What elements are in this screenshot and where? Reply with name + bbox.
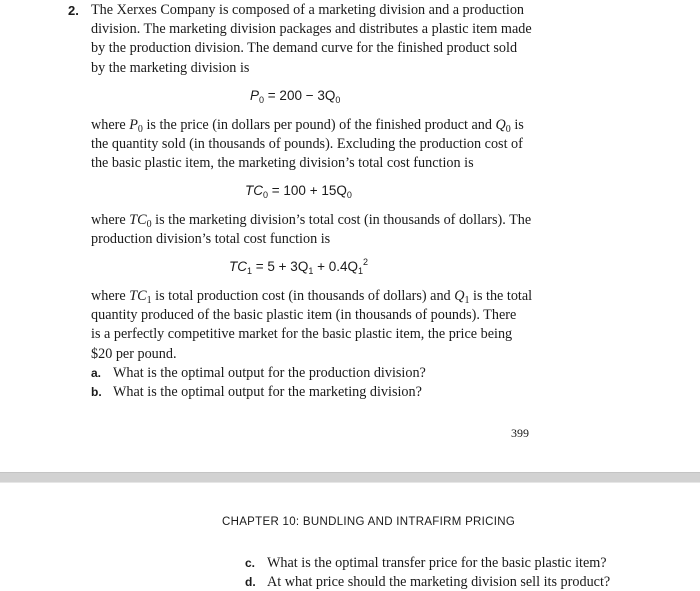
intro-line: division. The marketing division packages and distributes a plastic item made bbox=[91, 21, 532, 38]
question-text: What is the optimal output for the marketing division? bbox=[113, 384, 422, 400]
paragraph-line: the quantity sold (in thousands of pounds). Excluding the production cost of bbox=[91, 136, 523, 153]
question-a bbox=[91, 365, 426, 382]
paragraph-line: where $TC_0$ is the marketing division’s total cost (in thousands of dollars). The bbox=[91, 212, 532, 230]
question-c bbox=[245, 555, 607, 572]
production-cost-paragraph bbox=[91, 287, 531, 364]
paragraph-line: is a perfectly competitive market for the basic plastic item, the price being bbox=[91, 326, 513, 343]
question-label: c. bbox=[245, 556, 256, 570]
question-label: b. bbox=[91, 385, 102, 399]
intro-line: by the marketing division is bbox=[91, 59, 250, 76]
marketing-cost-paragraph bbox=[91, 211, 531, 249]
paragraph-line: quantity produced of the basic plastic item (in thousands of pounds). There bbox=[91, 307, 517, 324]
page-divider bbox=[0, 472, 700, 483]
chapter-header: CHAPTER 10: BUNDLING AND INTRAFIRM PRICING bbox=[222, 516, 516, 528]
paragraph-line: where $TC_1$ is total production cost (in thousands of dollars) and $Q_1$ is the total bbox=[91, 288, 533, 306]
marketing-cost-equation: $TC_0 = 100 + 15Q_0$ bbox=[245, 183, 352, 200]
question-text: What is the optimal transfer price for the basic plastic item? bbox=[267, 555, 607, 571]
question-text: At what price should the marketing division sell its product? bbox=[267, 574, 611, 590]
question-text: What is the optimal output for the production division? bbox=[113, 365, 426, 381]
demand-equation: $P_0 = 200 - 3Q_0$ bbox=[250, 88, 341, 105]
intro-line: The Xerxes Company is composed of a marketing division and a production bbox=[91, 2, 525, 18]
question-label: a. bbox=[91, 366, 102, 380]
problem-number: 2. bbox=[68, 3, 79, 18]
paragraph-line: where $P_0$ is the price (in dollars per pound) of the finished product and $Q_0$ is bbox=[91, 117, 524, 135]
question-label: d. bbox=[245, 575, 256, 589]
paragraph-line: production division’s total cost function is bbox=[91, 231, 331, 248]
production-cost-equation: $TC_1 = 5 + 3Q_1 + 0.4Q_1^2$ bbox=[229, 257, 369, 276]
price-definition-paragraph bbox=[91, 116, 531, 174]
intro-line: by the production division. The demand curve for the finished product sold bbox=[91, 40, 518, 57]
paragraph-line: $20 per pound. bbox=[91, 345, 177, 362]
problem-intro bbox=[91, 1, 531, 78]
question-d bbox=[245, 574, 610, 591]
page-number: 399 bbox=[511, 426, 529, 440]
question-b bbox=[91, 384, 422, 401]
paragraph-line: the basic plastic item, the marketing division’s total cost function is bbox=[91, 155, 474, 172]
